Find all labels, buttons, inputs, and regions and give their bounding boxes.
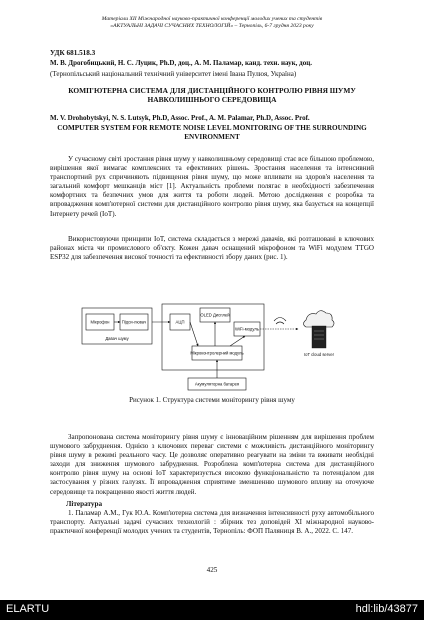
title-ua: КОМП'ЮТЕРНА СИСТЕМА ДЛЯ ДИСТАНЦІЙНОГО КОНТРОЛЮ РІВНЯ ШУМУ НАВКОЛИШНЬОГО СЕРЕДОВИЩА [68,86,356,104]
server-icon [312,326,326,348]
affiliation-ua: (Тернопільський національний технічний університет імені Івана Пулюя, Україна) [50,70,297,78]
repository-footer [0,600,424,620]
reference-1: 1. Паламар А.М., Гук Ю.А. Комп'ютерна система для визначення інтенсивності руху автомобільного транспорту. Актуальні задачі сучасних технологій : збірник тез доповідей XI міжнародної науково-практичної конференції молодих учених та студентів, Тернопіль: ФОП Паляниця В. А., 2022. С. 147. [50,509,374,536]
system-structure-diagram [80,300,344,392]
amplifier-label: Підси-лювач [121,319,147,325]
figure-caption: Рисунок 1. Структура системи моніторингу рівня шуму [129,396,295,404]
header-line-2: «АКТУАЛЬНІ ЗАДАЧІ СУЧАСНИХ ТЕХНОЛОГІЙ» – Тернопіль, 6-7 грудня 2023 року [110,23,314,29]
paragraph-conclusion: Запропонована система моніторингу рівня шуму є інноваційним рішенням для вирішення проблем шумового забруднення. Однією з ключових переваг системи є можливість дистанційного моніторингу рівня шуму в режимі реального часу. Це дозволяє оперативно реагувати на зміни та вживати необхідні заходи для зниження шумового забруднення. Розроблена комп'ютерна система для дистанційного контролю рівня шуму на основі IoT характеризується високою функціональністю та потенціалом для застосування у різних галузях. Її впровадження сприятиме зменшенню шумового впливу на оточуюче середовище та покращенню якості життя людей. [50,433,374,496]
page-number: 425 [206,566,218,574]
adc-to-mcu-arrow [190,322,198,346]
title-en: COMPUTER SYSTEM FOR REMOTE NOISE LEVEL MONITORING OF THE SURROUNDING ENVIRONMENT [57,124,367,141]
mcu-to-wifi-arrow [230,336,245,346]
sensor-module-label: Давач шуму [105,336,129,341]
cloud-icon [304,311,335,327]
paragraph-iot: Використовуючи принципи IoT, система складається з мережі давачів, які розташовані в ключових районах міста чи промислового об'єкту. Кожен давач оснащений мікрофоном та WiFi модулем TTGO ESP32 для забезпечення високої точності та ефективності збору даних (рис. 1). [50,235,374,262]
repository-name[interactable]: ELARTU [6,603,50,615]
handle-id[interactable]: hdl:lib/43877 [355,603,418,615]
cloud-label: IoT cloud server [304,352,334,357]
udk-code: УДК 681.518.3 [50,49,96,57]
wifi-label: WiFi-модуль [235,326,259,332]
conference-header [28,16,396,30]
paragraph-intro: У сучасному світі зростання рівня шуму у навколишньому середовищі стає все більшою проблемою, вирішення якої вимагає комплексних та ефективних рішень. Зростання населення та інтенсивний транспортний рух спричиняють підвищення рівня шуму, що може впливати на здоров'я населення та загальний комфорт мешканців міст [1]. Актуальність проблеми полягає в необхідності забезпечення комфортних та безпечних умов для життя та роботи людей. Метою дослідження є розробка та впровадження комп'ютерної системи для дистанційного контролю рівня шуму, яка базується на концепції Інтернету речей (IoT). [50,155,374,218]
mcu-label: Мікроконтролерний модуль [190,350,244,356]
header-line-1: Матеріали XII Міжнародної науково-практичної конференції молодих учених та студентів [101,16,323,22]
microphone-label: Мікрофон [90,319,110,325]
authors-en: M. V. Drohobytskyi, N. S. Lutsyk, Ph.D, Assoc. Prof., A. M. Palamar, Ph.D, Assoc. Prof. [50,114,310,122]
wifi-signal-icon [274,318,286,325]
authors-ua: М. В. Дрогобицький, Н. С. Луцик, Ph.D, доц., А. М. Паламар, канд. техн. наук, доц. [50,59,312,67]
adc-label: АЦП [175,319,185,325]
literature-heading: Література [66,500,103,508]
oled-label: OLED Дисплей [200,312,230,318]
battery-label: Акумуляторна батарея [194,381,240,387]
